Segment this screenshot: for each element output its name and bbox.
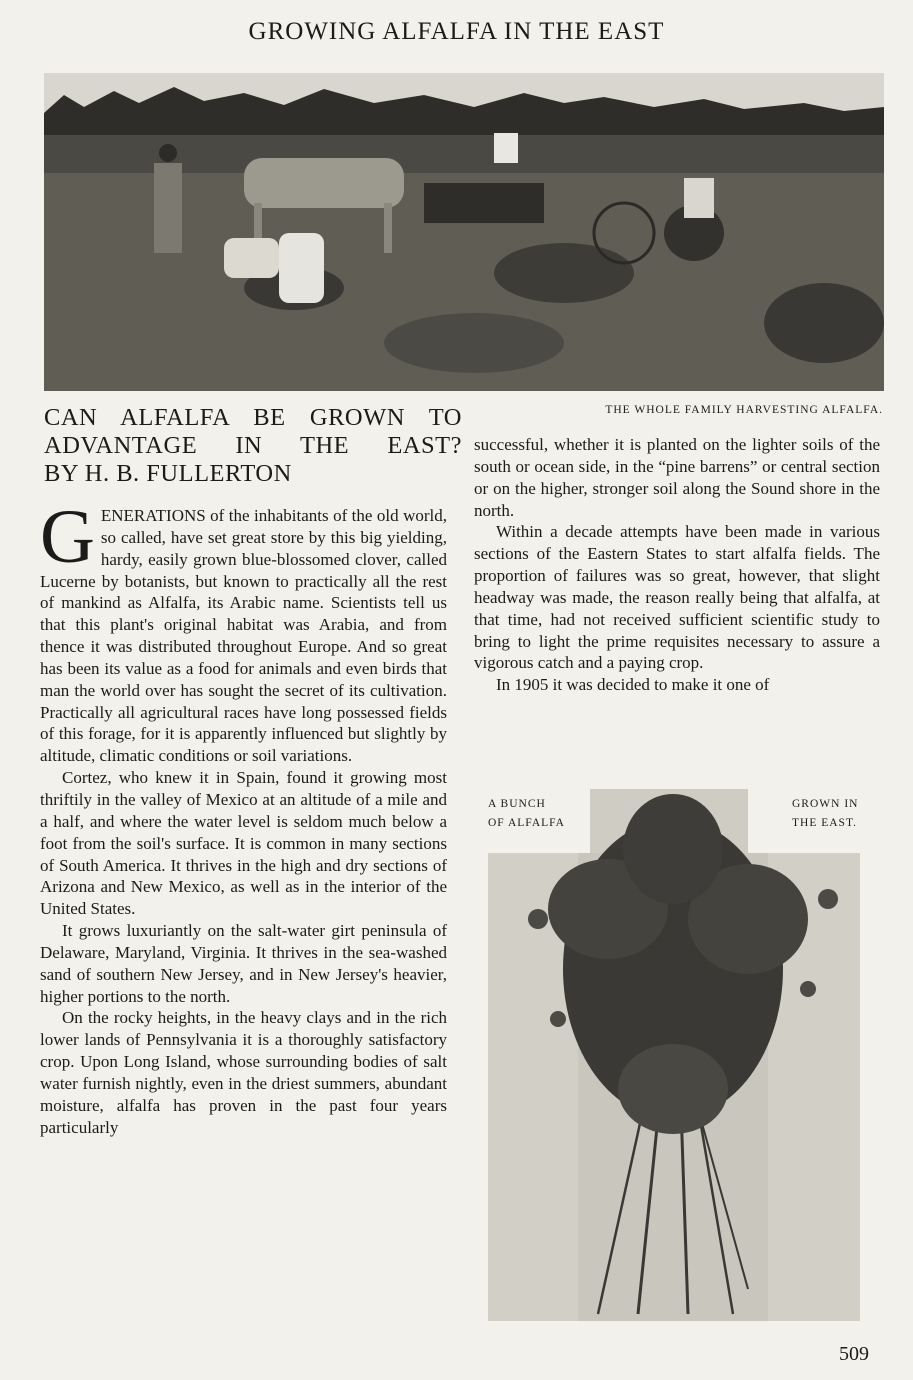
photo-caption: THE WHOLE FAMILY HARVESTING ALFALFA. (605, 404, 883, 416)
article-column-right (474, 434, 880, 696)
drop-cap: G (40, 495, 95, 579)
paragraph: In 1905 it was decided to make it one of (496, 675, 770, 695)
caption-line: OF ALFALFA (488, 817, 565, 829)
paragraph: It grows luxuriantly on the salt-water girt peninsula of Delaware, Maryland, Virginia. It thrives in the sea-washed sand of southern New Jersey, and in New Jersey's heavier, higher portions to the north. (40, 921, 447, 1006)
caption-line: THE EAST. (792, 817, 858, 829)
paragraph-text: ENERATIONS of the inhabitants of the old world, so called, have set great store by this big yielding, hardy, easily grown blue-blossomed clover, called Lucerne by botanists, but known to practically all the rest of mankind as Alfalfa, its Arabic name. Scientists tell us that this plant's original habitat was Arabia, and from thence it was distributed throughout Europe. And so great has been its value as a food for animals and even birds that man the world over has sought the secret of its cultivation. Practically all agricultural races have long possessed fields of this forage, for it is apparently influenced but slightly by altitude, climatic conditions or soil variations. (40, 506, 447, 766)
harvest-photo (44, 73, 884, 391)
paragraph (40, 495, 447, 767)
running-head: GROWING ALFALFA IN THE EAST (248, 18, 665, 45)
plant-caption-left (488, 795, 565, 833)
headline-line: CAN ALFALFA BE GROWN TO (44, 404, 462, 431)
article-headline (44, 404, 462, 488)
paragraph: On the rocky heights, in the heavy clays and in the rich lower lands of Pennsylvania it is a thoroughly satisfactory crop. Upon Long Island, whose surrounding bodies of salt water furnish nightly, even in the driest summers, abundant moisture, alfalfa has proven in the past four years particularly (40, 1008, 447, 1137)
paragraph: Cortez, who knew it in Spain, found it growing most thriftily in the valley of Mexico at an altitude of a mile and a half, and where the water level is seldom much below a foot from the soil's surface. It is common in many sections of South America. It thrives in the high and dry sections of Arizona and New Mexico, as well as in the interior of the United States. (40, 768, 447, 919)
caption-line: A BUNCH (488, 798, 546, 810)
headline-line: ADVANTAGE IN THE EAST? (44, 432, 462, 459)
plant-caption-right (792, 795, 858, 833)
article-column-left (40, 495, 447, 1138)
byline: BY H. B. FULLERTON (44, 460, 292, 487)
alfalfa-bunch-photo (488, 789, 860, 1321)
paragraph: successful, whether it is planted on the lighter soils of the south or ocean side, in the “pine barrens” or central section or on the higher, stronger soil along the Sound shore in the north. (474, 435, 880, 520)
page-number: 509 (839, 1343, 869, 1365)
paragraph: Within a decade attempts have been made in various sections of the Eastern States to start alfalfa fields. The proportion of failures was so great, however, that slight headway was made, the reason really being that alfalfa, at that time, had not received sufficient scientific study to bring to light the prime requisites necessary to assure a vigorous catch and a paying crop. (474, 522, 880, 673)
caption-line: GROWN IN (792, 798, 859, 810)
